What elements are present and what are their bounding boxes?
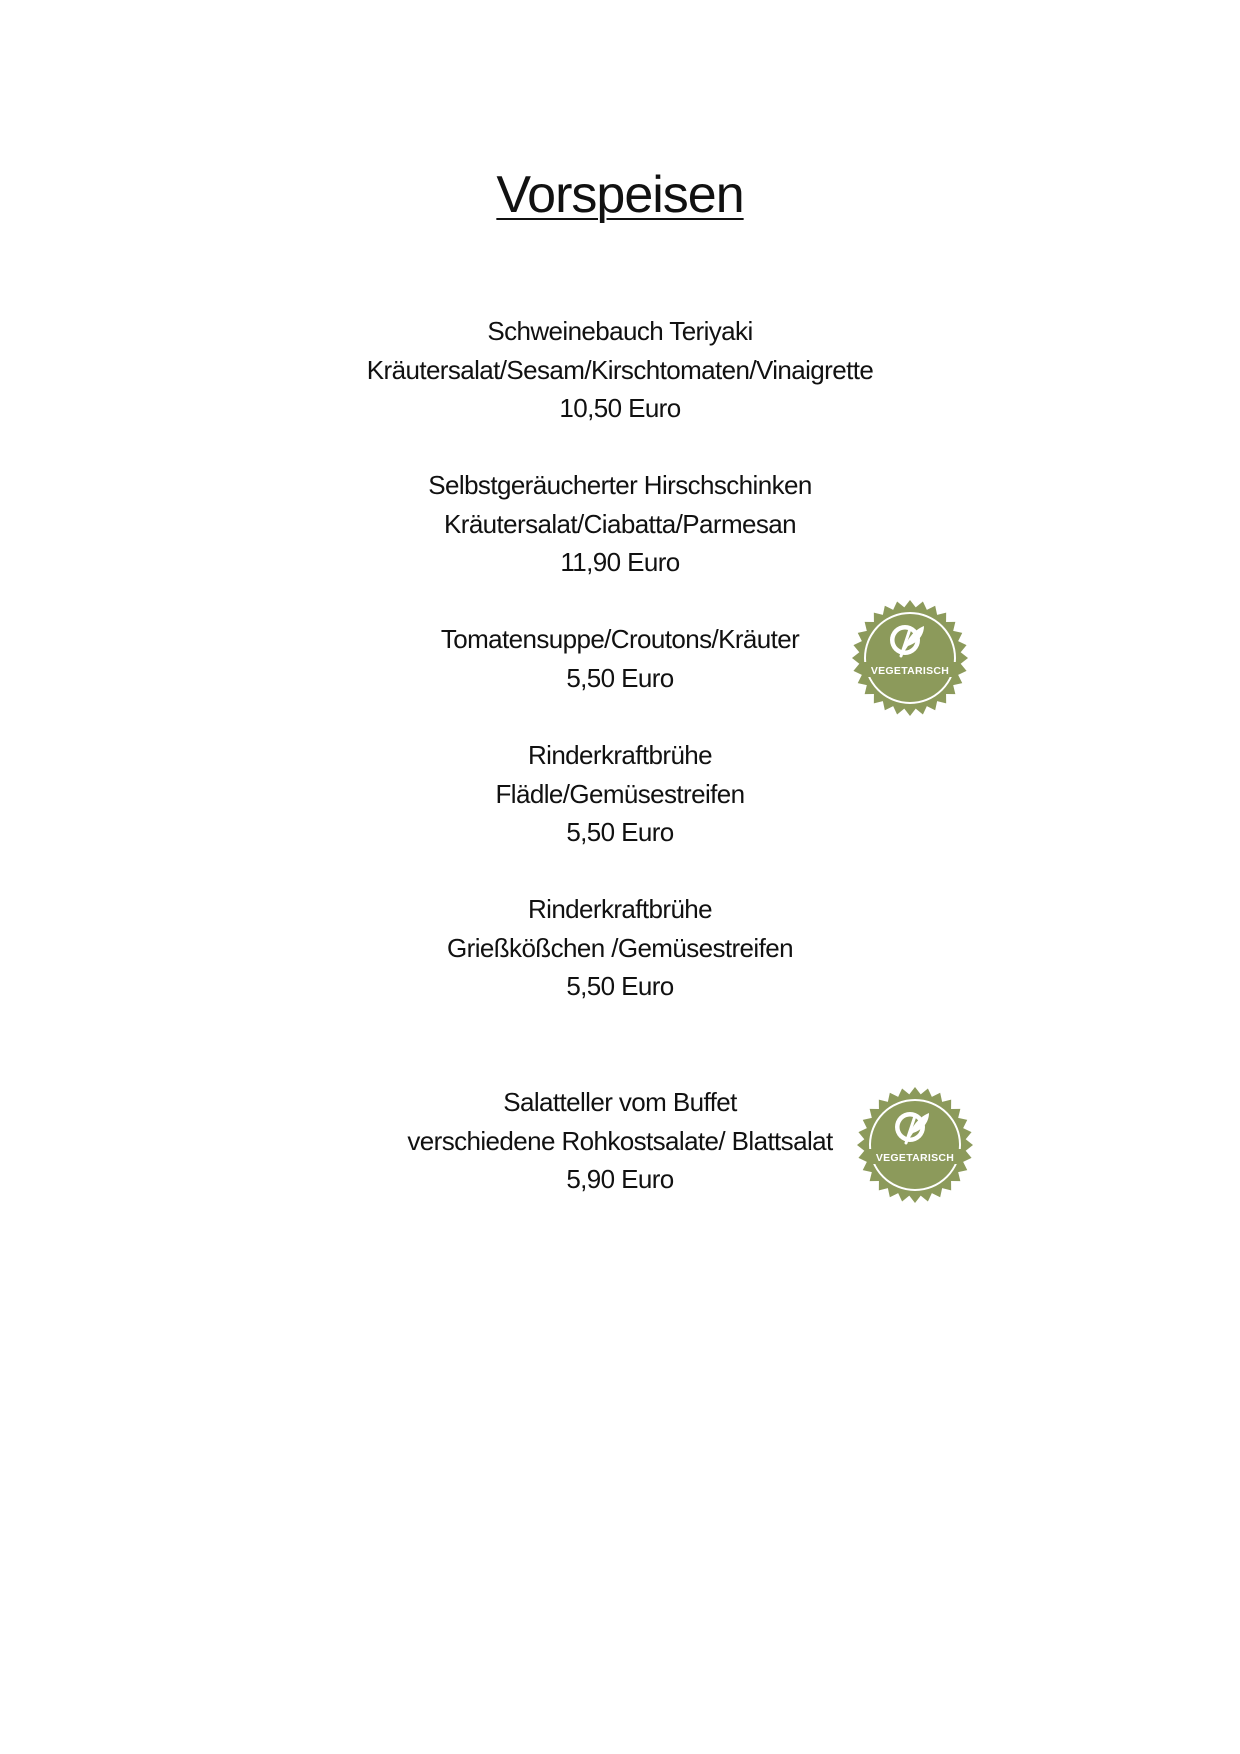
dish-description: Grießkößchen /Gemüsestreifen <box>447 932 793 963</box>
menu-item <box>0 312 1240 428</box>
dish-name: Rinderkraftbrühe <box>527 740 713 770</box>
dish-price: 5,50 Euro <box>566 662 674 693</box>
badge-seal-shape <box>857 1087 973 1203</box>
menu-item <box>0 620 1240 697</box>
page-title <box>0 165 1240 225</box>
vegetarian-badge <box>855 1085 975 1205</box>
page-title-text: Vorspeisen <box>496 165 744 224</box>
dish-description: Kräutersalat/Sesam/Kirschtomaten/Vinaigrette <box>366 354 874 385</box>
dish-name: Schweinebauch Teriyaki <box>487 316 753 346</box>
dish-price: 5,50 Euro <box>566 817 674 847</box>
dish-price: 11,90 Euro <box>560 547 680 577</box>
dish-name: Rinderkraftbrühe <box>527 894 713 924</box>
badge-label: VEGETARISCH <box>870 665 950 677</box>
dish-description: Kräutersalat/Ciabatta/Parmesan <box>444 508 796 539</box>
vegetarian-badge-icon <box>850 598 970 718</box>
menu-item <box>0 890 1240 1006</box>
dish-name: Salatteller vom Buffet <box>503 1087 737 1117</box>
vegetarian-badge-icon <box>855 1085 975 1205</box>
dish-description: Flädle/Gemüsestreifen <box>495 778 745 809</box>
dish-price: 5,90 Euro <box>566 1164 674 1194</box>
badge-seal-shape <box>852 600 968 716</box>
badge-label: VEGETARISCH <box>875 1152 955 1164</box>
dish-name: Tomatensuppe/Croutons/Kräuter <box>440 624 800 654</box>
dish-price: 5,50 Euro <box>566 971 674 1001</box>
menu-item <box>0 466 1240 582</box>
menu-item <box>0 736 1240 852</box>
dish-price: 10,50 Euro <box>559 393 681 423</box>
dish-description: verschiedene Rohkostsalate/ Blattsalat <box>407 1125 833 1156</box>
dish-name: Selbstgeräucherter Hirschschinken <box>428 470 812 500</box>
menu-item <box>0 1083 1240 1199</box>
vegetarian-badge <box>850 598 970 718</box>
